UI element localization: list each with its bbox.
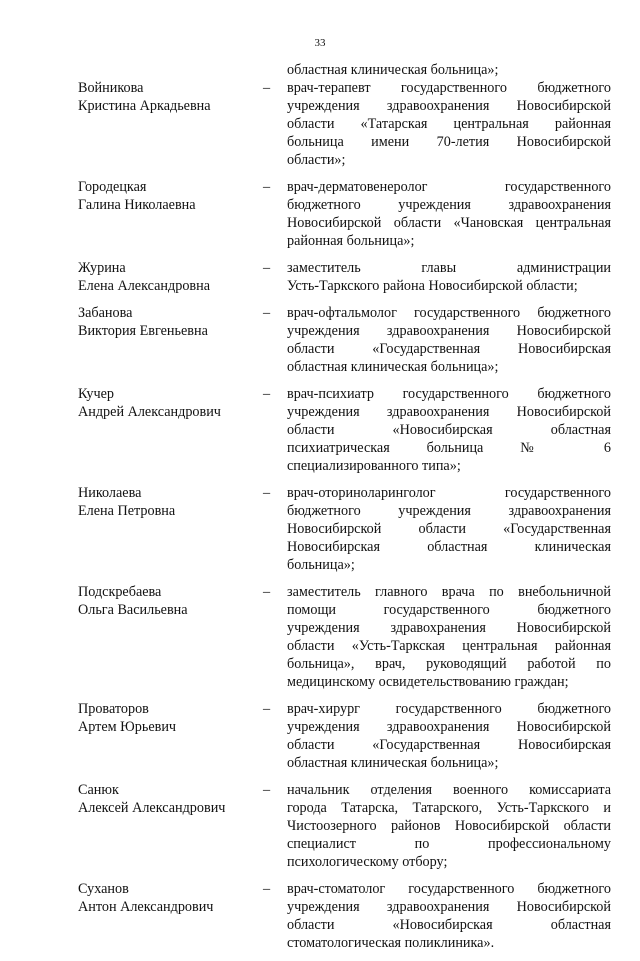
commission-roster (0, 61, 640, 961)
dash-separator: – (263, 260, 271, 276)
member-position (287, 304, 611, 376)
position-line: заместитель главы администрации (287, 260, 611, 276)
member-surname: Суханов (78, 881, 129, 897)
page-number: 33 (314, 37, 326, 49)
member-surname: Городецкая (78, 179, 147, 195)
member-entry (0, 781, 640, 871)
member-entry (0, 700, 640, 772)
position-line: Чистоозерного районов Новосибирской области (287, 818, 611, 834)
dash-separator: – (263, 179, 271, 195)
member-surname: Кучер (78, 386, 115, 402)
position-line: областная клиническая больница»; (287, 359, 499, 375)
member-name (78, 259, 256, 295)
dash-separator: – (263, 80, 271, 96)
member-surname: Санюк (78, 782, 119, 798)
position-line: Новосибирская областная клиническая (287, 539, 611, 555)
member-surname: Подскребаева (78, 584, 162, 600)
member-name (78, 385, 256, 421)
position-line: врач-дерматовенеролог государственного (287, 179, 611, 195)
position-line: медицинскому освидетельствованию граждан; (287, 674, 569, 690)
position-line: Усть-Таркского района Новосибирской области; (287, 278, 578, 294)
member-name (78, 781, 256, 817)
position-line: помощи государственного бюджетного (287, 602, 611, 618)
position-line: учреждения здравоохранения Новосибирской (287, 899, 611, 915)
member-given-names: Елена Петровна (78, 503, 176, 519)
dash-separator: – (263, 386, 271, 402)
position-line: области «Татарская центральная районная (287, 116, 611, 132)
position-line: Новосибирской области «Государственная (287, 521, 611, 537)
member-given-names: Галина Николаевна (78, 197, 196, 213)
position-line: учреждения здравоохранения Новосибирской (287, 719, 611, 735)
position-line: области «Государственная Новосибирская (287, 341, 611, 357)
position-line: врач-психиатр государственного бюджетного (287, 386, 611, 402)
member-surname: Войникова (78, 80, 144, 96)
member-surname: Журина (78, 260, 126, 276)
member-position (287, 880, 611, 952)
position-line: врач-терапевт государственного бюджетного (287, 80, 611, 96)
member-entry (0, 583, 640, 691)
member-entry (0, 79, 640, 169)
position-line: стоматологическая поликлиника». (287, 935, 495, 951)
position-line: учреждения здравохранения Новосибирской (287, 620, 611, 636)
position-line: районная больница»; (287, 233, 415, 249)
member-surname: Николаева (78, 485, 142, 501)
dash-separator: – (263, 701, 271, 717)
position-line: специалист по профессиональному (287, 836, 611, 852)
member-name (78, 700, 256, 736)
member-given-names: Елена Александровна (78, 278, 210, 294)
position-line: больница имени 70-летия Новосибирской (287, 134, 611, 150)
member-name (78, 880, 256, 916)
continuation-text (287, 61, 611, 79)
position-line: врач-оториноларинголог государственного (287, 485, 611, 501)
position-line: бюджетного учреждения здравоохранения (287, 197, 611, 213)
member-entry (0, 880, 640, 952)
position-line: бюджетного учреждения здравоохранения (287, 503, 611, 519)
member-position (287, 781, 611, 871)
member-given-names: Ольга Васильевна (78, 602, 188, 618)
member-position (287, 583, 611, 691)
member-surname: Забанова (78, 305, 133, 321)
dash-separator: – (263, 881, 271, 897)
member-name (78, 79, 256, 115)
position-line: области «Государственная Новосибирская (287, 737, 611, 753)
member-position (287, 259, 611, 295)
dash-separator: – (263, 305, 271, 321)
member-surname: Проваторов (78, 701, 149, 717)
position-line: учреждения здравоохранения Новосибирской (287, 404, 611, 420)
member-name (78, 304, 256, 340)
member-entry (0, 178, 640, 250)
position-line: специализированного типа»; (287, 458, 461, 474)
position-line: начальник отделения военного комиссариата (287, 782, 611, 798)
position-line: областная клиническая больница»; (287, 755, 499, 771)
member-given-names: Кристина Аркадьевна (78, 98, 211, 114)
position-line: больница»; (287, 557, 355, 573)
member-name (78, 484, 256, 520)
member-given-names: Виктория Евгеньевна (78, 323, 208, 339)
member-entry (0, 385, 640, 475)
position-line: области «Новосибирская областная (287, 422, 611, 438)
position-line: психологическому отбору; (287, 854, 448, 870)
member-position (287, 385, 611, 475)
position-line: врач-стоматолог государственного бюджетного (287, 881, 611, 897)
member-position (287, 79, 611, 169)
member-list (0, 79, 640, 952)
member-position (287, 178, 611, 250)
position-line: области «Новосибирская областная (287, 917, 611, 933)
member-position (287, 484, 611, 574)
position-line: учреждения здравоохранения Новосибирской (287, 98, 611, 114)
dash-separator: – (263, 584, 271, 600)
position-line: больница», врач, руководящий работой по (287, 656, 611, 672)
position-line: врач-хирург государственного бюджетного (287, 701, 611, 717)
position-line: Новосибирской области «Чановская центральная (287, 215, 611, 231)
member-given-names: Артем Юрьевич (78, 719, 177, 735)
member-given-names: Алексей Александрович (78, 800, 226, 816)
member-entry (0, 484, 640, 574)
position-line: учреждения здравоохранения Новосибирской (287, 323, 611, 339)
member-position (287, 700, 611, 772)
continuation-line: областная клиническая больница»; (287, 62, 499, 78)
position-line: области «Усть-Таркская центральная районная (287, 638, 611, 654)
member-name (78, 583, 256, 619)
continuation-entry (0, 61, 640, 79)
member-entry (0, 259, 640, 295)
position-line: города Татарска, Татарского, Усть-Таркского и (287, 800, 611, 816)
dash-separator: – (263, 485, 271, 501)
position-line: врач-офтальмолог государственного бюджетного (287, 305, 611, 321)
position-line: психиатрическая больница № 6 (287, 440, 611, 456)
member-name (78, 178, 256, 214)
member-entry (0, 304, 640, 376)
member-given-names: Андрей Александрович (78, 404, 221, 420)
member-given-names: Антон Александрович (78, 899, 214, 915)
position-line: заместитель главного врача по внебольничной (287, 584, 611, 600)
dash-separator: – (263, 782, 271, 798)
position-line: области»; (287, 152, 346, 168)
